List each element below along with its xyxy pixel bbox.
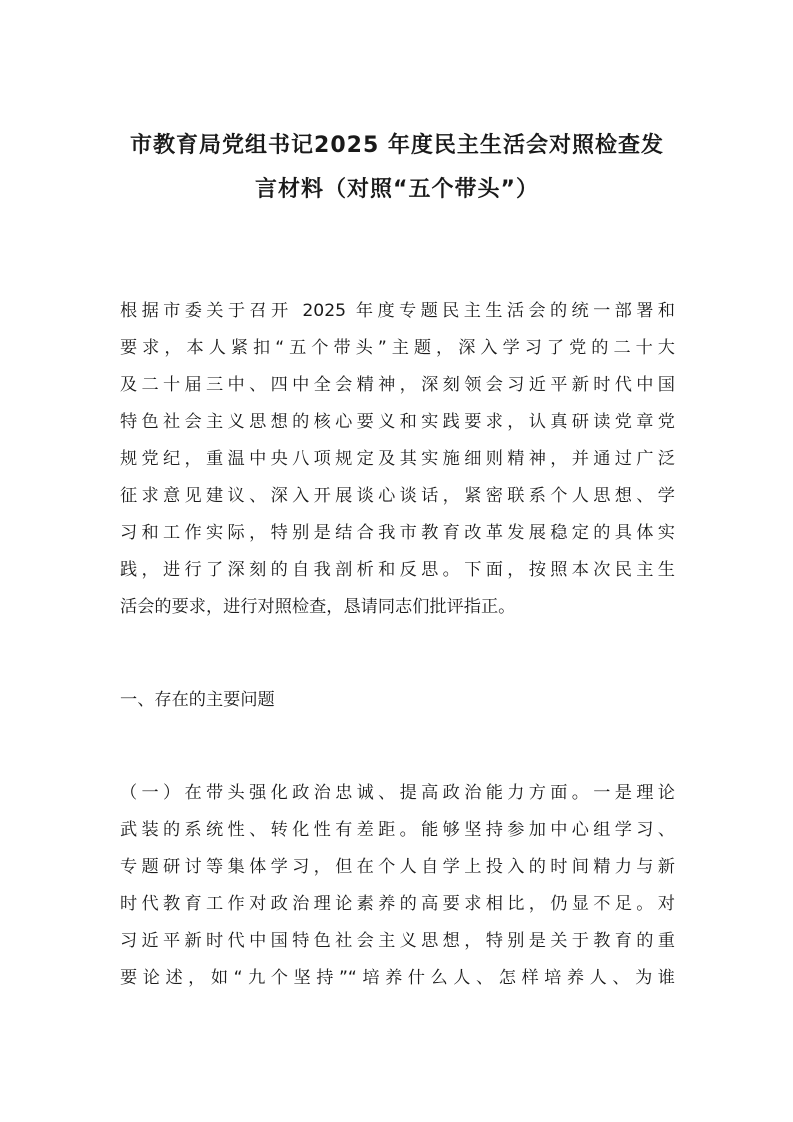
section-paragraph-line: 武装的系统性、转化性有差距。能够坚持参加中心组学习、	[120, 820, 675, 840]
document-title-line-2: 言材料（对照“五个带头”）	[255, 177, 539, 202]
section-paragraph-line: （一）在带头强化政治忠诚、提高政治能力方面。一是理论	[120, 783, 675, 803]
intro-line: 征求意见建议、深入开展谈心谈话，紧密联系个人思想、学	[120, 486, 675, 506]
intro-line: 及二十届三中、四中全会精神，深刻领会习近平新时代中国	[120, 375, 675, 395]
intro-line: 规党纪，重温中央八项规定及其实施细则精神，并通过广泛	[120, 449, 675, 469]
section-paragraph-line: 要论述，如“九个坚持”“培养什么人、怎样培养人、为谁	[120, 968, 675, 988]
intro-line: 践，进行了深刻的自我剖析和反思。下面，按照本次民主生	[120, 560, 675, 580]
section-paragraph-line: 专题研讨等集体学习，但在个人自学上投入的时间精力与新	[120, 857, 675, 877]
section-heading: 一、存在的主要问题	[120, 690, 275, 710]
intro-line: 根据市委关于召开 2025 年度专题民主生活会的统一部署和	[120, 301, 675, 321]
document-title-line-1: 市教育局党组书记2025 年度民主生活会对照检查发	[130, 133, 664, 158]
intro-line: 活会的要求，进行对照检查，恳请同志们批评指正。	[120, 597, 516, 617]
section-paragraph-line: 时代教育工作对政治理论素养的高要求相比，仍显不足。对	[120, 894, 675, 914]
intro-line: 要求，本人紧扣“五个带头”主题，深入学习了党的二十大	[120, 338, 675, 358]
intro-line: 特色社会主义思想的核心要义和实践要求，认真研读党章党	[120, 412, 675, 432]
intro-line: 习和工作实际，特别是结合我市教育改革发展稳定的具体实	[120, 523, 675, 543]
section-paragraph-line: 习近平新时代中国特色社会主义思想，特别是关于教育的重	[120, 931, 675, 951]
